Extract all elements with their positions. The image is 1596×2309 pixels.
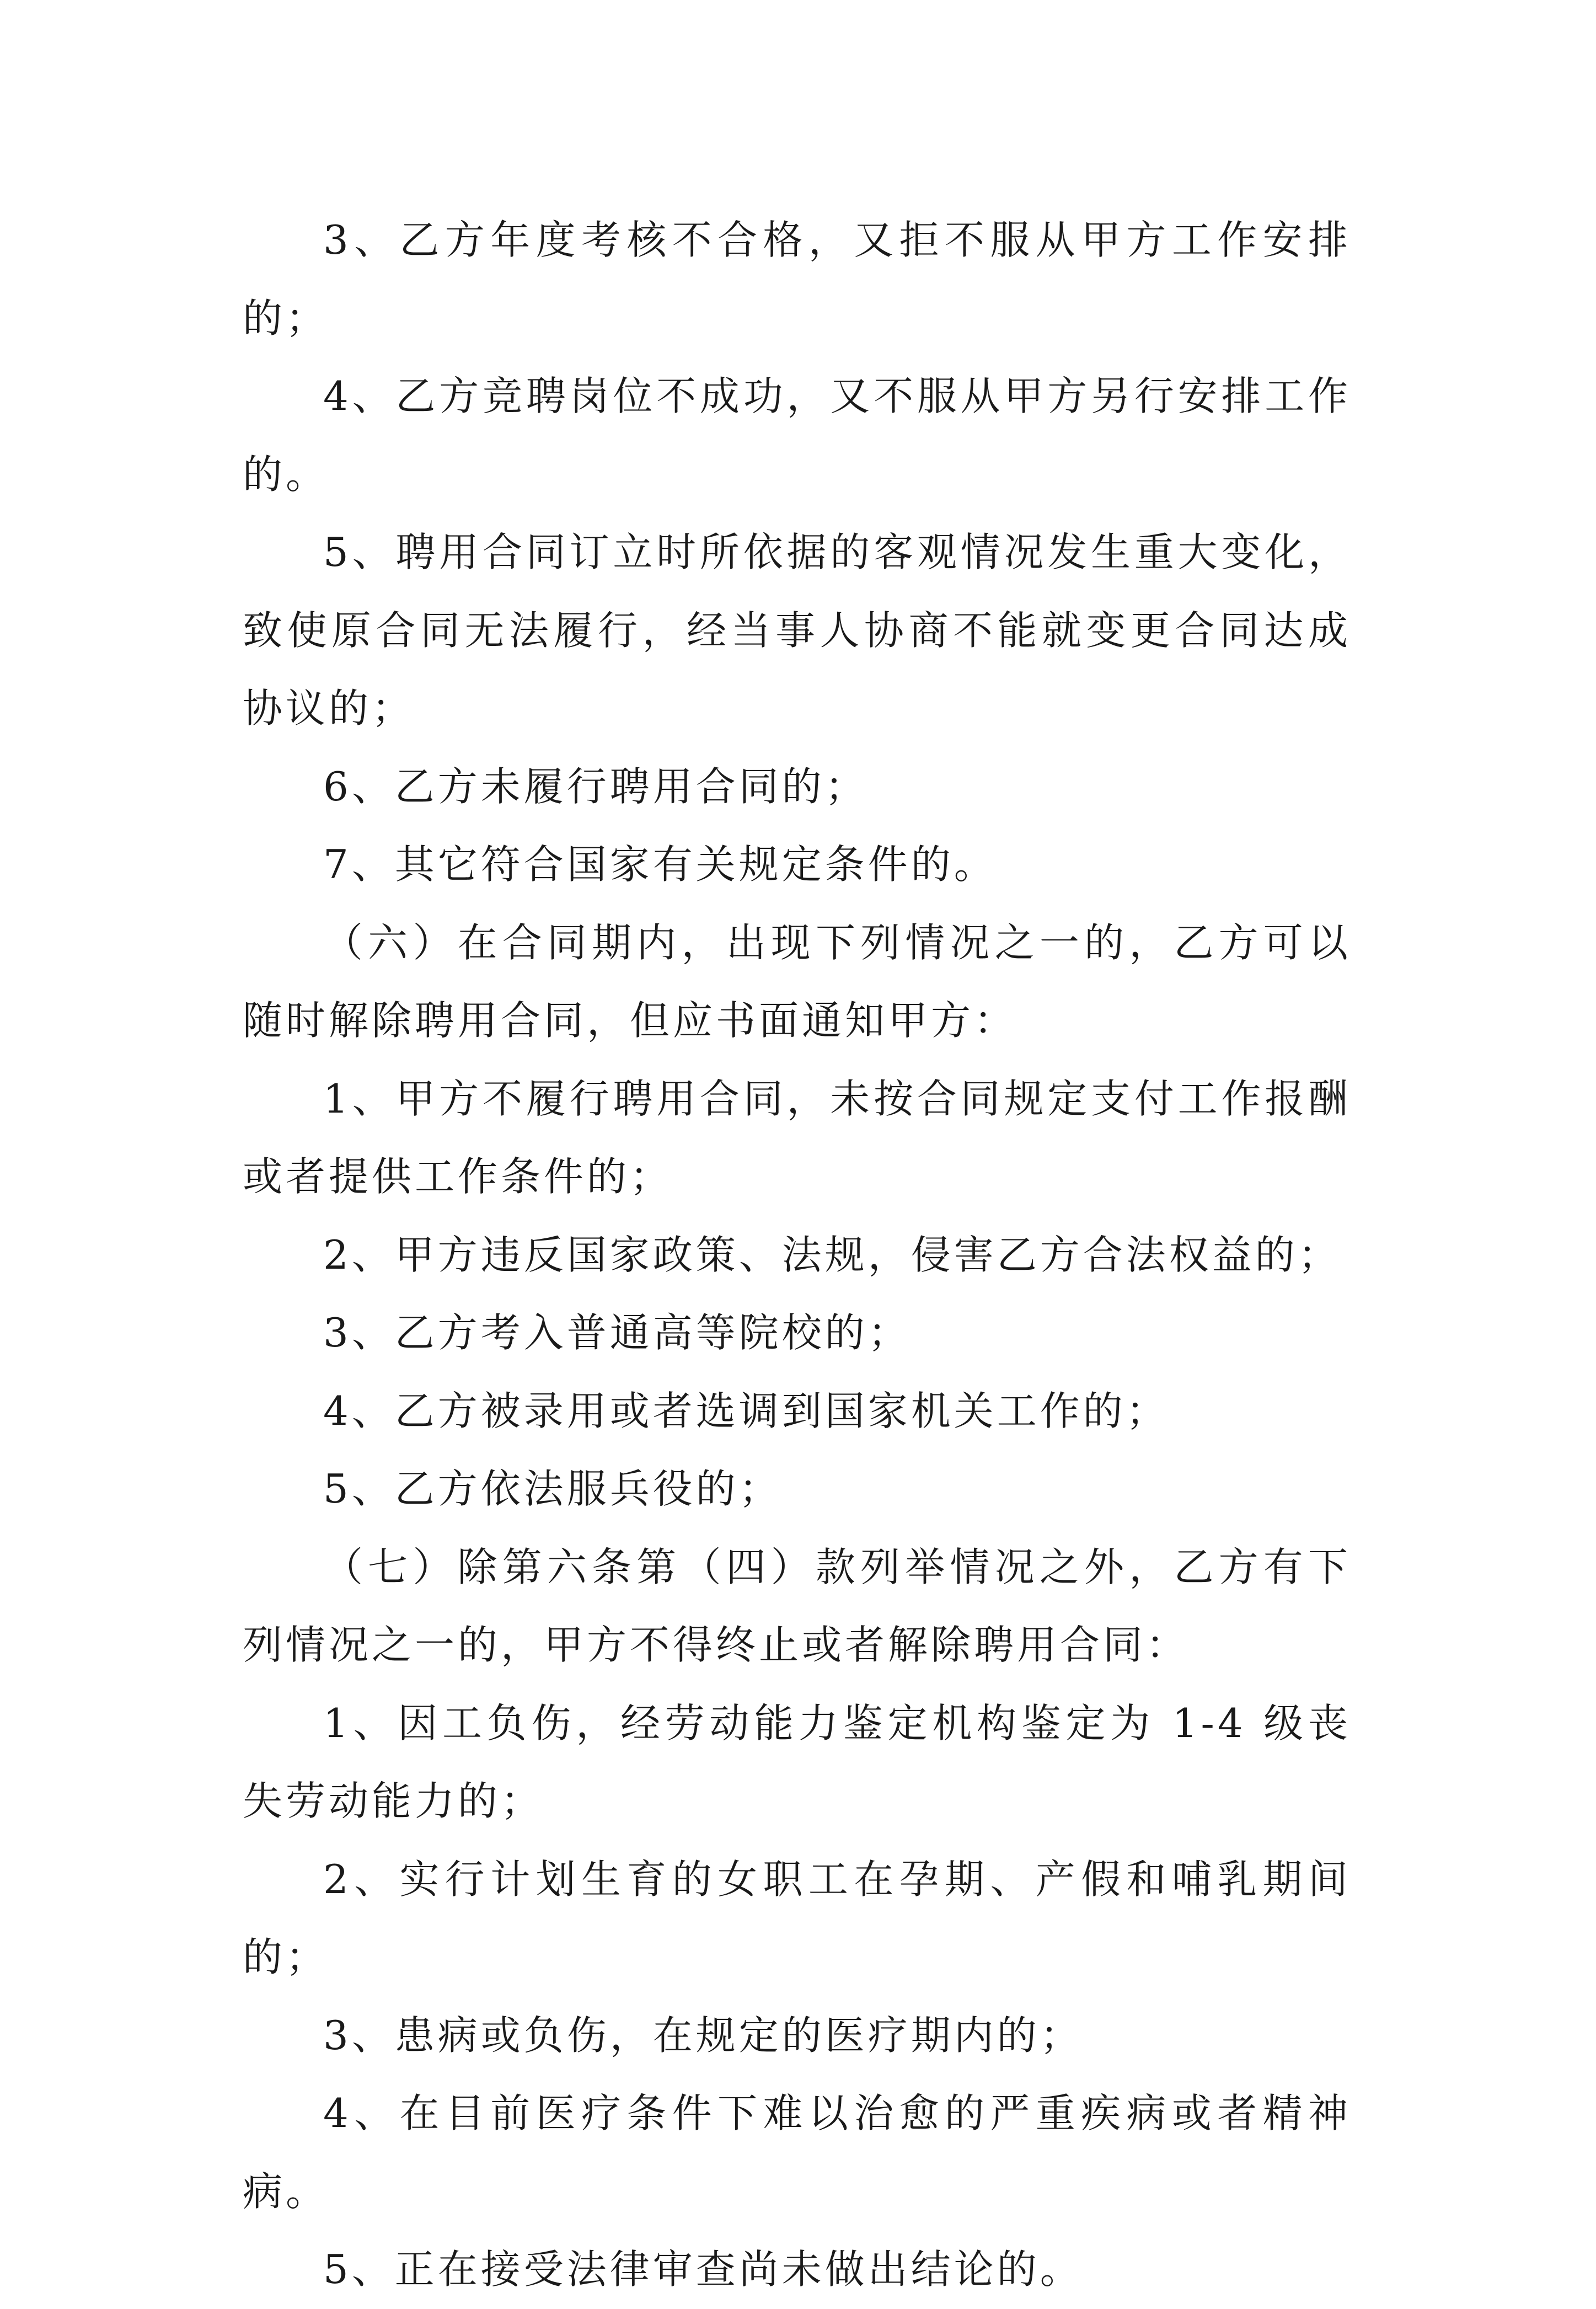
- paragraph-item-7: 7、其它符合国家有关规定条件的。: [323, 841, 997, 888]
- document-body: [243, 201, 1351, 2309]
- paragraph-item-6-4: 4、乙方被录用或者选调到国家机关工作的；: [323, 1387, 1169, 1434]
- paragraph-item-6-2: 2、甲方违反国家政策、法规，侵害乙方合法权益的；: [323, 1231, 1341, 1278]
- paragraph-item-7-3: 3、患病或负伤，在规定的医疗期内的；: [323, 2012, 1083, 2059]
- paragraph-item-3: 3、乙方年度考核不合格，又拒不服从甲方工作安排的；: [243, 217, 1351, 341]
- paragraph-item-7-2: 2、实行计划生育的女职工在孕期、产假和哺乳期间的；: [243, 1856, 1351, 1980]
- section-heading-7: （七）除第六条第（四）款列举情况之外，乙方有下列情况之一的，甲方不得终止或者解除聘用合同：: [243, 1543, 1351, 1668]
- paragraph-item-4: 4、乙方竞聘岗位不成功，又不服从甲方另行安排工作的。: [243, 373, 1351, 498]
- paragraph-item-7-1: 1、因工负伤，经劳动能力鉴定机构鉴定为 1-4 级丧失劳动能力的；: [243, 1699, 1351, 1824]
- paragraph-item-6-5: 5、乙方依法服兵役的；: [323, 1466, 782, 1512]
- paragraph-item-6-1: 1、甲方不履行聘用合同，未按合同规定支付工作报酬或者提供工作条件的；: [243, 1075, 1351, 1200]
- paragraph-item-6: 6、乙方未履行聘用合同的；: [323, 763, 868, 810]
- paragraph-item-6-3: 3、乙方考入普通高等院校的；: [323, 1309, 911, 1356]
- paragraph-item-5: 5、聘用合同订立时所依据的客观情况发生重大变化，致使原合同无法履行，经当事人协商不能就变更合同达成协议的；: [243, 529, 1351, 731]
- section-heading-6: （六）在合同期内，出现下列情况之一的，乙方可以随时解除聘用合同，但应书面通知甲方：: [243, 919, 1351, 1044]
- paragraph-item-7-5: 5、正在接受法律审查尚未做出结论的。: [323, 2246, 1083, 2292]
- paragraph-item-7-4: 4、在目前医疗条件下难以治愈的严重疾病或者精神病。: [243, 2090, 1351, 2215]
